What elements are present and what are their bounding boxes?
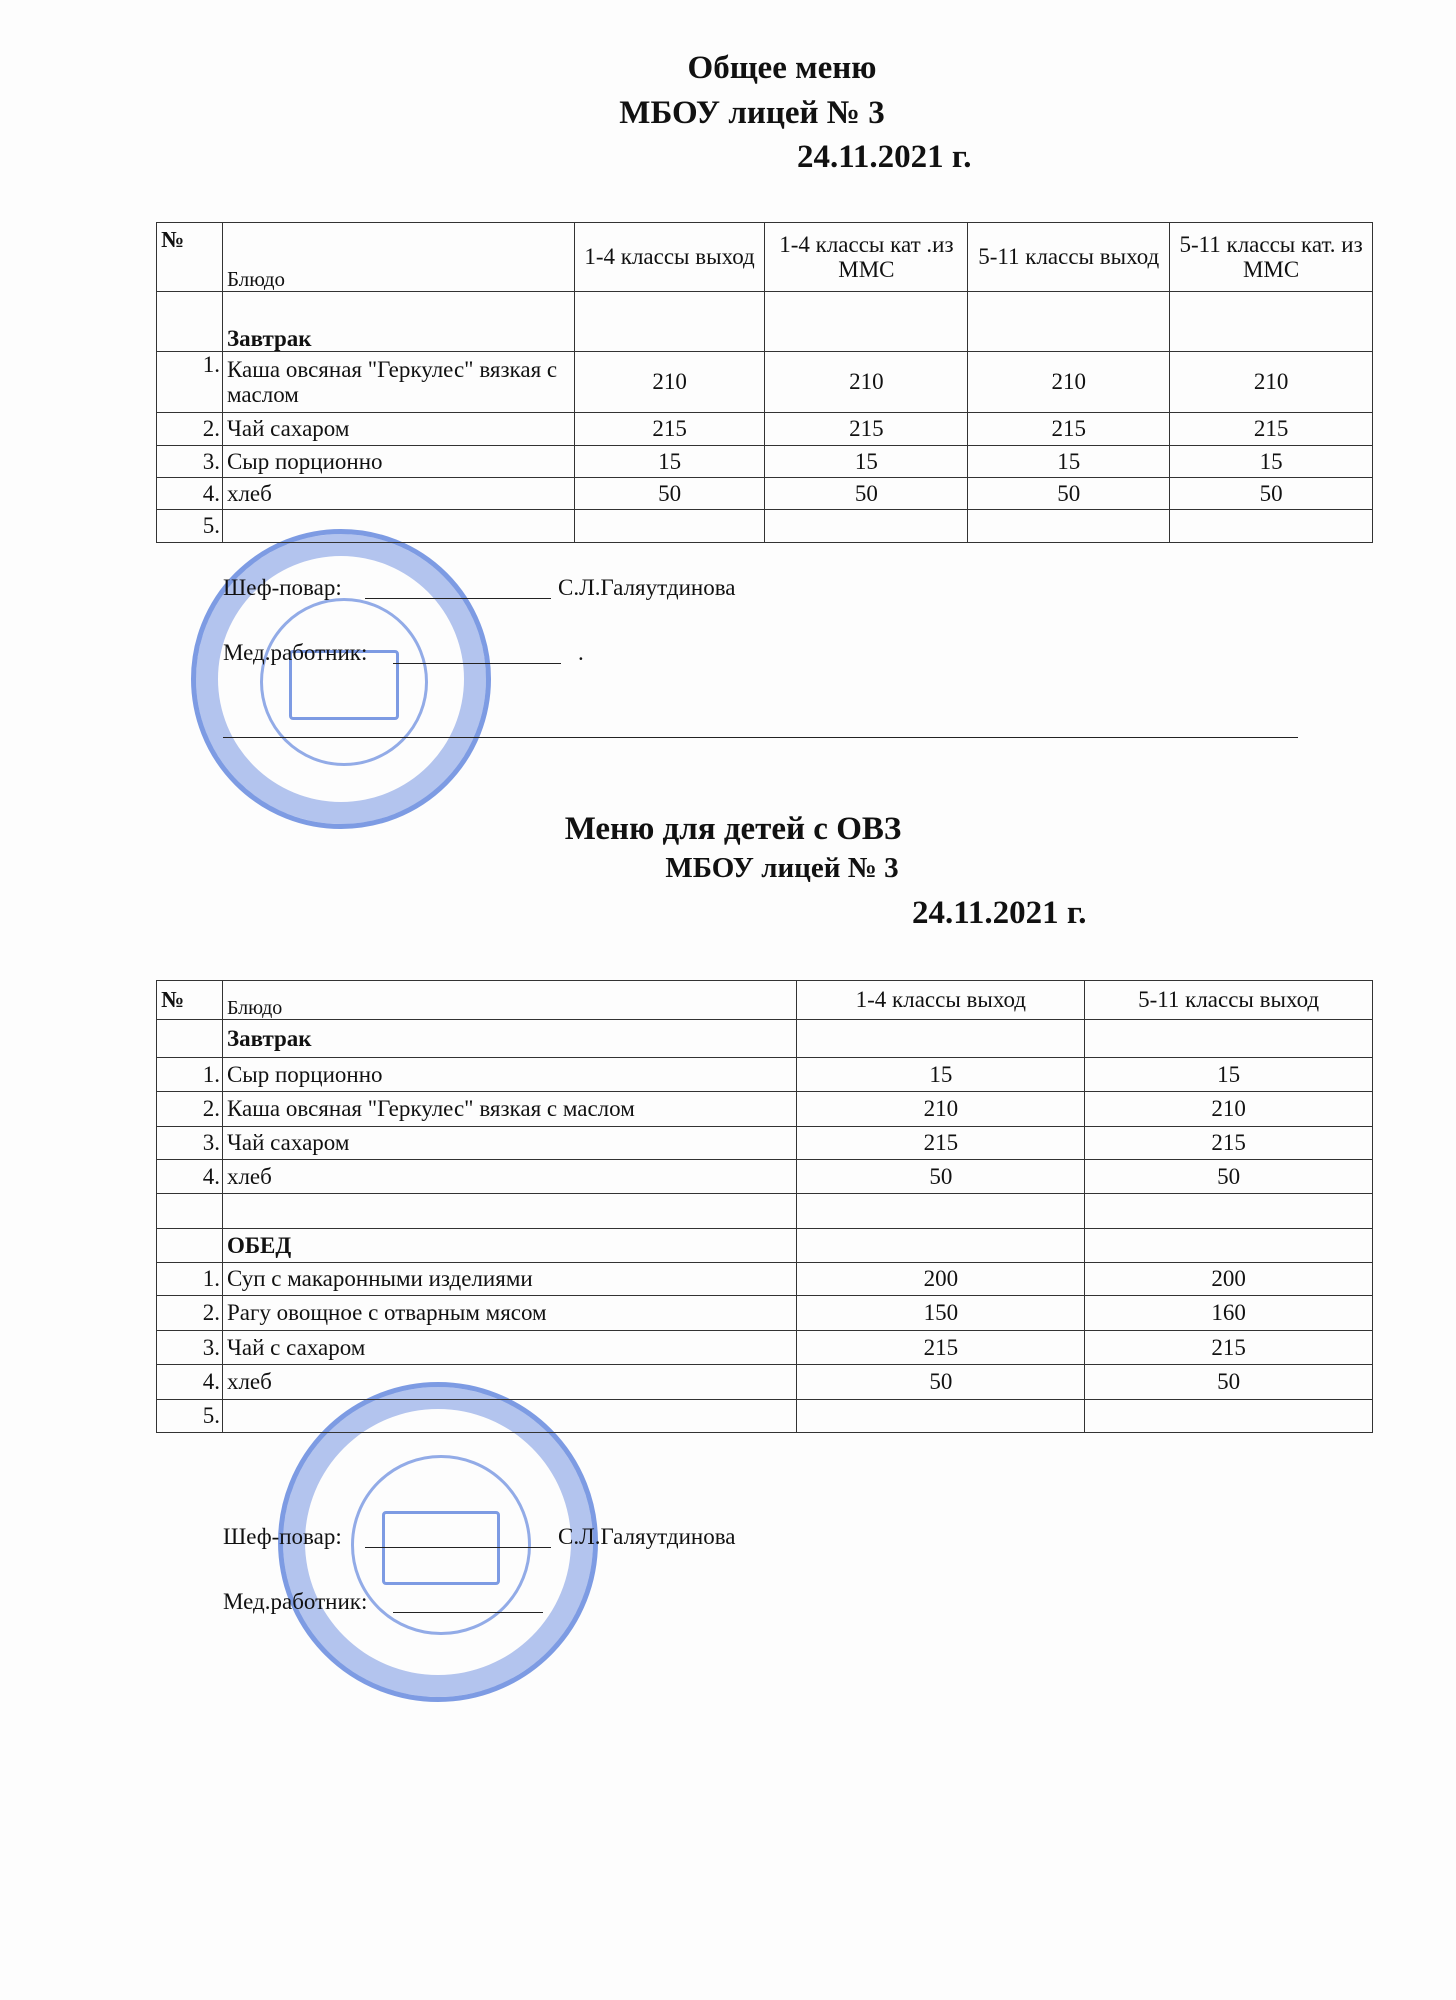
col-header: 5-11 классы выход [968, 223, 1170, 292]
dish-name: хлеб [222, 1160, 797, 1194]
table-row [157, 1058, 1373, 1092]
value: 210 [1085, 1092, 1373, 1127]
table-header-row [157, 981, 1373, 1020]
row-number: 2. [157, 413, 223, 446]
col-dish-header: Блюдо [222, 223, 574, 292]
value: 215 [797, 1127, 1085, 1160]
dish-name: Суп с макаронными изделиями [222, 1263, 797, 1296]
dish-name: хлеб [222, 1365, 797, 1400]
col-header: 5-11 классы кат. из ММС [1170, 223, 1373, 292]
value: 50 [765, 478, 968, 510]
value: 215 [797, 1331, 1085, 1365]
row-number: 5. [157, 510, 223, 543]
value: 15 [797, 1058, 1085, 1092]
dish-name: Каша овсяная "Геркулес" вязкая с маслом [222, 352, 574, 413]
table-row [157, 352, 1373, 413]
value: 210 [574, 352, 765, 413]
table-row [157, 413, 1373, 446]
row-number: 3. [157, 1127, 223, 1160]
value: 215 [1085, 1127, 1373, 1160]
table-row [157, 478, 1373, 510]
value: 150 [797, 1296, 1085, 1331]
chef-name: С.Л.Галяутдинова [558, 1524, 736, 1549]
value: 50 [968, 478, 1170, 510]
value: 215 [1085, 1331, 1373, 1365]
row-number: 3. [157, 446, 223, 478]
col-number-header: № [157, 223, 223, 292]
table-row [157, 1400, 1373, 1433]
dish-name: Сыр порционно [222, 1058, 797, 1092]
chef-label: Шеф-повар: [223, 1524, 342, 1549]
row-number: 2. [157, 1092, 223, 1127]
col-header: 1-4 классы выход [574, 223, 765, 292]
signature-line [393, 1612, 543, 1613]
dish-name: Чай сахаром [222, 1127, 797, 1160]
value: 160 [1085, 1296, 1373, 1331]
chef-name: С.Л.Галяутдинова [558, 575, 736, 600]
signature-line [365, 598, 551, 599]
row-number: 4. [157, 478, 223, 510]
section-lunch: ОБЕД [222, 1229, 797, 1263]
med-dot: . [578, 640, 584, 665]
table-row [157, 446, 1373, 478]
value: 50 [797, 1160, 1085, 1194]
table-row [157, 1127, 1373, 1160]
table-row [157, 510, 1373, 543]
table-row [157, 1160, 1373, 1194]
row-number: 4. [157, 1365, 223, 1400]
chef-label: Шеф-повар: [223, 575, 342, 600]
dish-name: хлеб [222, 478, 574, 510]
section-breakfast: Завтрак [222, 1020, 797, 1058]
med-label: Мед.работник: [223, 640, 368, 665]
table-row [157, 1331, 1373, 1365]
value: 200 [1085, 1263, 1373, 1296]
table-row [157, 1296, 1373, 1331]
value: 215 [765, 413, 968, 446]
section-breakfast: Завтрак [222, 292, 574, 352]
col-header: 1-4 классы выход [797, 981, 1085, 1020]
value: 15 [574, 446, 765, 478]
general-menu-table [156, 222, 1373, 543]
value: 15 [1085, 1058, 1373, 1092]
value: 15 [968, 446, 1170, 478]
value: 200 [797, 1263, 1085, 1296]
row-number: 1. [157, 352, 223, 413]
value: 215 [1170, 413, 1373, 446]
value: 50 [1085, 1365, 1373, 1400]
value: 210 [1170, 352, 1373, 413]
value: 15 [765, 446, 968, 478]
value: 50 [1085, 1160, 1373, 1194]
col-header: 1-4 классы кат .из ММС [765, 223, 968, 292]
menu-date: 24.11.2021 г. [912, 895, 1087, 931]
value: 215 [574, 413, 765, 446]
value: 15 [1170, 446, 1373, 478]
dish-name: Каша овсяная "Геркулес" вязкая с маслом [222, 1092, 797, 1127]
value: 50 [1170, 478, 1373, 510]
col-dish-header: Блюдо [222, 981, 797, 1020]
col-number-header: № [157, 981, 223, 1020]
table-row [157, 1092, 1373, 1127]
row-number: 4. [157, 1160, 223, 1194]
menu-date: 24.11.2021 г. [797, 139, 972, 175]
value: 50 [797, 1365, 1085, 1400]
value: 50 [574, 478, 765, 510]
school-name: МБОУ лицей № 3 [665, 852, 899, 884]
row-number: 5. [157, 1400, 223, 1433]
table-row [157, 1365, 1373, 1400]
table-row [157, 1263, 1373, 1296]
separator-line [223, 737, 1298, 738]
value: 215 [968, 413, 1170, 446]
school-stamp [191, 529, 491, 829]
row-number: 1. [157, 1263, 223, 1296]
value: 210 [797, 1092, 1085, 1127]
dish-name: Чай сахаром [222, 413, 574, 446]
school-name: МБОУ лицей № 3 [619, 95, 885, 131]
book-emblem-icon [382, 1511, 500, 1585]
dish-name: Рагу овощное с отварным мясом [222, 1296, 797, 1331]
row-number: 2. [157, 1296, 223, 1331]
dish-name: Сыр порционно [222, 446, 574, 478]
doc-title: Меню для детей с ОВЗ [564, 811, 902, 847]
row-number: 1. [157, 1058, 223, 1092]
signature-line [393, 663, 561, 664]
row-number: 3. [157, 1331, 223, 1365]
value: 210 [765, 352, 968, 413]
table-header-row [157, 223, 1373, 292]
value: 210 [968, 352, 1170, 413]
ovz-menu-table [156, 980, 1373, 1433]
col-header: 5-11 классы выход [1085, 981, 1373, 1020]
doc-title: Общее меню [687, 50, 877, 86]
dish-name: Чай с сахаром [222, 1331, 797, 1365]
med-label: Мед.работник: [223, 1589, 368, 1614]
signature-line [365, 1547, 551, 1548]
